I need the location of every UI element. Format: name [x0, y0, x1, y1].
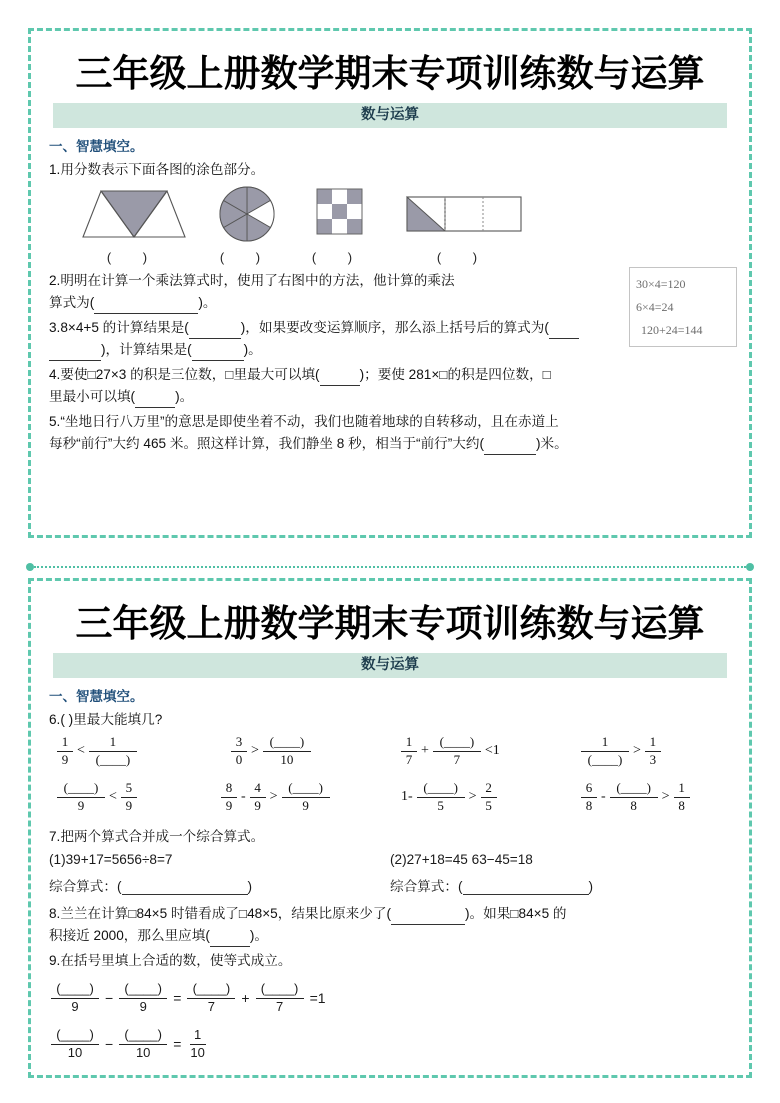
question-9-text: 9.在括号里填上合适的数，使等式成立。	[49, 953, 292, 969]
answer-blank-q7-2[interactable]	[463, 894, 589, 895]
q6-item-2[interactable]	[229, 735, 313, 767]
answer-paren-1[interactable]: ( )	[106, 250, 162, 266]
q7-close-2: )	[588, 879, 594, 895]
q9-2-num-3: 1	[190, 1028, 206, 1045]
q9-1-den-1: 9	[71, 998, 79, 1014]
q6-item-7[interactable]	[399, 781, 499, 813]
q9-2-op-2: =	[173, 1036, 182, 1053]
answer-paren-3[interactable]: ( )	[311, 250, 367, 266]
trapezoid-thirds-icon	[79, 185, 189, 243]
page-title: 三年级上册数学期末专项训练数与运算	[75, 54, 705, 95]
q6-1-left-den: 9	[61, 751, 69, 767]
q9-1-num-3[interactable]: (____)	[187, 982, 235, 999]
q6-7-b-num: 2	[481, 781, 497, 798]
q6-8-minus: -	[601, 789, 606, 805]
question-2-line-1: 2.明明在计算一个乘法算式时，使用了右图中的方法，他计算的乘法	[49, 273, 455, 289]
q9-1-num-4[interactable]: (____)	[256, 982, 304, 999]
q6-5-left-num[interactable]: (____)	[57, 781, 105, 798]
q6-7-a-num[interactable]: (____)	[417, 781, 465, 798]
section-banner: 数与运算	[53, 103, 727, 128]
q6-2-op: >	[251, 743, 259, 759]
answer-blank-q4-1[interactable]	[320, 385, 360, 386]
q9-1-den-2: 9	[139, 998, 147, 1014]
cut-separator	[26, 562, 754, 572]
q6-item-6[interactable]	[219, 781, 332, 813]
q6-6-c-num[interactable]: (____)	[282, 781, 330, 798]
q6-4-left-den[interactable]: (____)	[587, 751, 623, 767]
q9-1-op-4: =1	[309, 990, 326, 1007]
grid-3x3-checker-icon	[301, 185, 377, 243]
answer-blank-q7-1[interactable]	[122, 894, 248, 895]
answer-blank-q4-2[interactable]	[135, 407, 175, 408]
question-8	[49, 903, 731, 947]
formula-line-1: 30×4=120	[636, 277, 686, 291]
question-5-line-2-b: )米。	[536, 436, 568, 452]
q9-1-den-4: 7	[275, 998, 284, 1014]
q6-1-right-num: 1	[89, 735, 137, 752]
question-5-line-1: 5.“坐地日行八万里”的意思是即使坐着不动，我们也随着地球的自转移动，且在赤道上	[49, 414, 559, 430]
section-banner-2: 数与运算	[53, 653, 727, 678]
q6-2-right-den: 10	[280, 751, 294, 767]
q6-6-a-num: 8	[221, 781, 237, 798]
q7-answer-2	[390, 875, 731, 895]
q9-1-den-3: 7	[207, 998, 215, 1014]
q9-2-den-2: 10	[135, 1044, 151, 1060]
q6-8-a-den: 8	[585, 797, 593, 813]
rectangle-halves-triangle-icon	[399, 185, 529, 243]
q6-7-one: 1-	[401, 789, 413, 805]
formula-box	[629, 267, 737, 347]
question-2-line-2-post: )。	[198, 295, 217, 311]
circle-sixths-icon	[209, 185, 285, 243]
q6-8-b-num[interactable]: (____)	[610, 781, 658, 798]
part-heading-2: 一、智慧填空。	[49, 689, 144, 704]
question-4-c: 里最小可以填(	[49, 389, 136, 405]
figure-grid	[301, 185, 377, 265]
q6-8-c-num: 1	[674, 781, 690, 798]
page-title-2: 三年级上册数学期末专项训练数与运算	[75, 604, 705, 645]
question-4	[49, 364, 731, 408]
answer-blank-q2[interactable]	[94, 313, 198, 314]
worksheet-page-1	[28, 28, 752, 538]
formula-line-3: 120+24=144	[641, 322, 703, 337]
q9-1-num-1[interactable]: (____)	[51, 982, 99, 999]
question-4-b: )；要使 281×□的积是四位数，□	[359, 367, 551, 383]
q6-2-left-num: 3	[231, 735, 247, 752]
q6-6-minus: -	[241, 789, 246, 805]
q7-item-1: (1)39+17=5656÷8=7	[49, 852, 173, 868]
q6-item-3[interactable]	[399, 735, 502, 767]
answer-paren-2[interactable]: ( )	[219, 250, 275, 266]
q6-2-left-den: 0	[235, 751, 243, 767]
q6-6-b-den: 9	[254, 797, 261, 813]
q9-1-op-3: +	[241, 990, 250, 1007]
question-7-items	[49, 852, 731, 867]
question-8-d: )。	[249, 928, 269, 944]
question-8-a: 8.兰兰在计算□84×5 时错看成了□48×5，结果比原来少了(	[49, 906, 391, 922]
answer-blank-q8-1[interactable]	[391, 924, 465, 925]
q6-6-op: >	[269, 789, 278, 805]
question-2-line-2-pre: 算式为(	[49, 295, 95, 311]
question-3-a: 3.8×4+5 的计算结果是(	[49, 320, 189, 336]
q6-3-cmp: <1	[484, 743, 500, 759]
q6-5-right-num: 5	[121, 781, 137, 798]
question-7-answers	[49, 875, 731, 895]
q9-2-num-1[interactable]: (____)	[51, 1028, 99, 1045]
q6-1-op: <	[77, 743, 85, 759]
q6-4-right-den: 3	[649, 751, 657, 767]
answer-blank-q3-1[interactable]	[189, 338, 241, 339]
answer-blank-q3-2b[interactable]	[49, 360, 101, 361]
answer-blank-q8-2[interactable]	[210, 946, 250, 947]
q6-5-left-den: 9	[77, 797, 85, 813]
question-5	[49, 411, 731, 455]
q7-close-1: )	[247, 879, 253, 895]
question-1-figures	[49, 185, 731, 267]
q6-7-b-den: 5	[485, 797, 492, 813]
question-7-text: 7.把两个算式合并成一个综合算式。	[49, 829, 265, 845]
q6-4-right-num: 1	[645, 735, 661, 752]
formula-line-2: 6×4=24	[636, 299, 674, 314]
q7-answer-label-2: 综合算式：(	[390, 879, 463, 895]
q6-7-op: >	[468, 789, 477, 805]
q6-6-b-num: 4	[250, 781, 266, 798]
q6-1-left-num: 1	[57, 735, 73, 752]
answer-blank-q3-3[interactable]	[192, 360, 244, 361]
cut-dot-right	[746, 563, 754, 571]
answer-paren-4[interactable]: ( )	[436, 250, 492, 266]
q6-item-4[interactable]	[579, 735, 663, 767]
part-heading: 一、智慧填空。	[49, 139, 144, 154]
question-4-d: )。	[175, 389, 194, 405]
q6-3-plus: +	[421, 743, 429, 759]
question-8-c: 积接近 2000，那么里应填(	[49, 928, 210, 944]
question-4-a: 4.要使□27×3 的积是三位数，□里最大可以填(	[49, 367, 320, 383]
q7-answer-1	[49, 875, 390, 895]
q6-5-op: <	[109, 789, 117, 805]
q6-8-b-den: 8	[630, 797, 637, 813]
q6-6-a-den: 9	[225, 797, 233, 813]
answer-blank-q3-2a[interactable]	[549, 338, 579, 339]
question-8-b: )。如果□84×5 的	[465, 906, 567, 922]
question-1-text: 1.用分数表示下面各图的涂色部分。	[49, 162, 265, 177]
q9-2-num-2[interactable]: (____)	[119, 1028, 167, 1045]
q9-2-op-1: −	[105, 1036, 114, 1053]
q6-4-op: >	[633, 743, 641, 759]
q6-3-a-num: 1	[401, 735, 417, 752]
q7-item-2: (2)27+18=45 63−45=18	[390, 852, 533, 868]
q6-4-left-num: 1	[581, 735, 629, 752]
q6-3-b-den: 7	[453, 751, 461, 767]
question-5-line-2-a: 每秒“前行”大约 465 米。照这样计算，我们静坐 8 秒，相当于“前行”大约(	[49, 436, 485, 452]
q6-5-right-den: 9	[125, 797, 133, 813]
figure-trapezoid	[79, 185, 189, 265]
question-3-b: )，如果要改变运算顺序，那么添上括号后的算式为(	[240, 320, 549, 336]
q6-item-1[interactable]	[55, 735, 139, 767]
q6-3-a-den: 7	[405, 751, 413, 767]
q6-8-op: >	[661, 789, 670, 805]
q6-2-right-num[interactable]: (____)	[263, 735, 311, 752]
q6-item-5[interactable]	[55, 781, 139, 813]
answer-blank-q5[interactable]	[484, 454, 536, 455]
question-6-text: 6.( )里最大能填几?	[49, 712, 163, 727]
q6-7-a-den: 5	[437, 797, 444, 813]
q6-1-right-den[interactable]: (____)	[95, 751, 131, 767]
question-2	[49, 270, 609, 314]
question-6-row-2	[49, 781, 731, 823]
cut-dot-left	[26, 563, 34, 571]
q9-2-den-1: 10	[67, 1044, 83, 1060]
question-9-equation-1[interactable]	[49, 978, 731, 1018]
q6-8-c-den: 8	[678, 797, 685, 813]
question-6-row-1	[49, 735, 731, 777]
worksheet-page-2	[28, 578, 752, 1078]
q9-2-den-3: 10	[190, 1044, 205, 1060]
q6-8-a-num: 6	[581, 781, 597, 798]
q9-1-op-1: −	[105, 990, 114, 1007]
q9-1-op-2: =	[173, 990, 182, 1007]
q6-6-c-den: 9	[302, 797, 309, 813]
question-9-equation-2[interactable]	[49, 1024, 731, 1064]
question-3-c: )，计算结果是(	[101, 342, 192, 358]
figure-circle	[209, 185, 285, 265]
cut-dotted-line	[34, 566, 746, 568]
q6-3-b-num[interactable]: (____)	[433, 735, 481, 752]
q6-item-8[interactable]	[579, 781, 692, 813]
q7-answer-label-1: 综合算式：(	[49, 879, 122, 895]
question-3-d: )。	[243, 342, 262, 358]
q9-1-num-2[interactable]: (____)	[119, 982, 167, 999]
figure-rectangle	[399, 185, 529, 265]
